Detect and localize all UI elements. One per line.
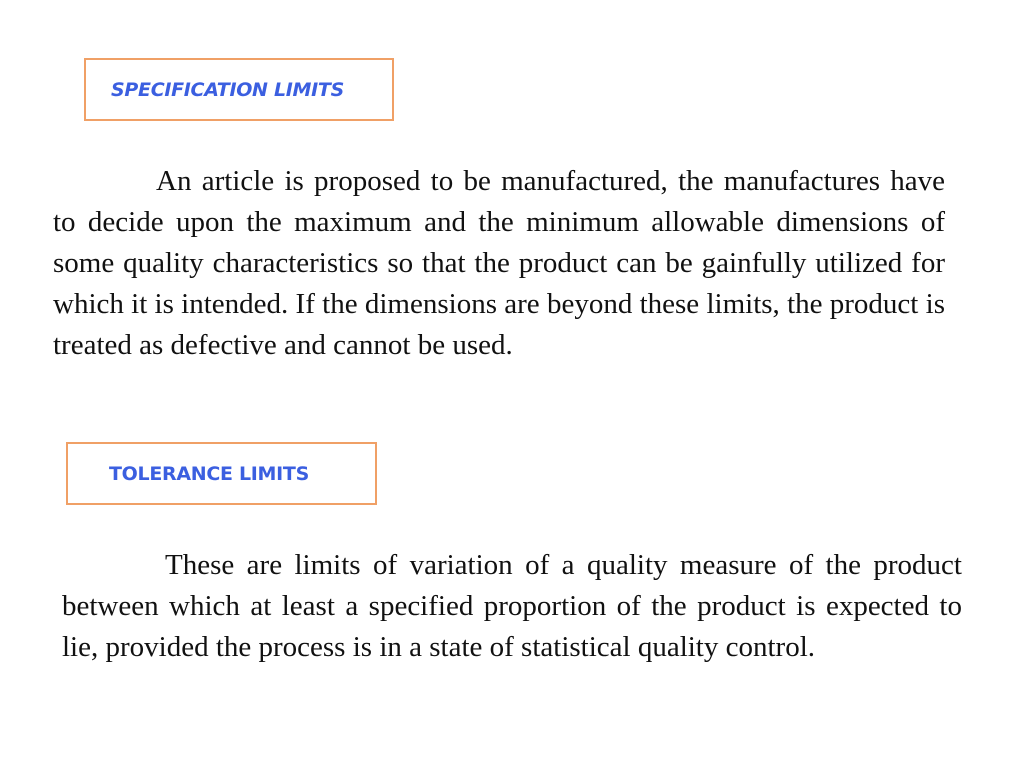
- tolerance-limits-heading-box: [66, 442, 377, 505]
- tolerance-limits-heading: TOLERANCE LIMITS: [109, 462, 309, 485]
- specification-limits-paragraph: An article is proposed to be manufactured, the manufactures have to decide upon the maximum and the minimum allowable dimensions of some quality characteristics so that the product can be gainfully utilized for which it is intended. If the dimensions are beyond these limits, the product is treated as defective and cannot be used.: [53, 165, 945, 361]
- tolerance-limits-paragraph: These are limits of variation of a quality measure of the product between which at least a specified proportion of the product is expected to lie, provided the process is in a state of statistical quality control.: [62, 549, 962, 663]
- specification-limits-heading: SPECIFICATION LIMITS: [111, 78, 344, 101]
- specification-limits-heading-box: [84, 58, 394, 121]
